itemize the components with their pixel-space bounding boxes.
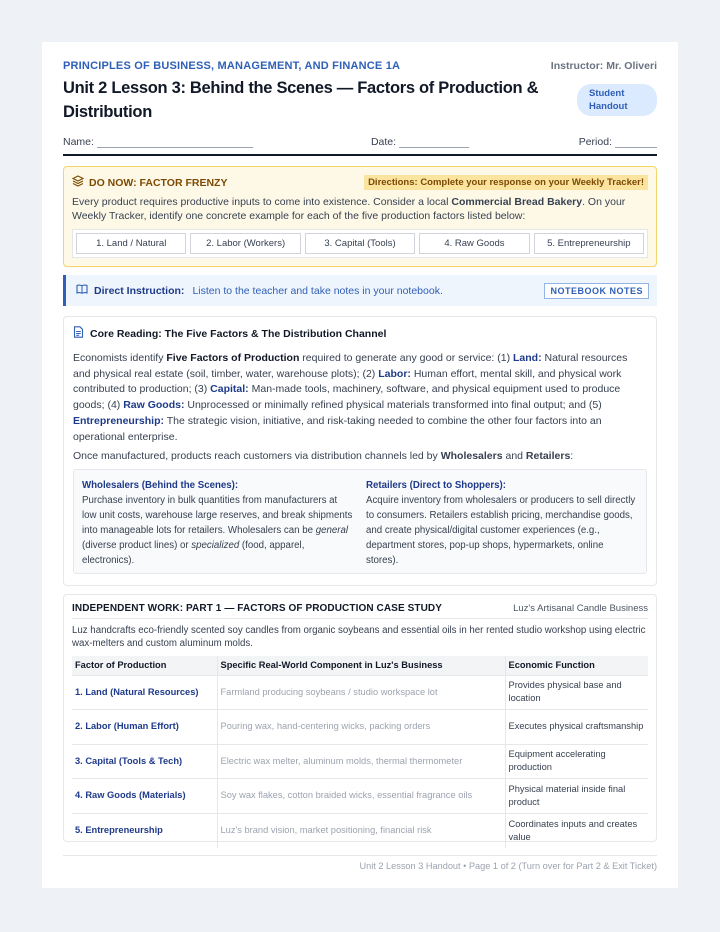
core-reading-title-text: Core Reading: The Five Factors & The Distribution Channel xyxy=(90,327,387,340)
factor-chip-raw-goods: 4. Raw Goods xyxy=(419,233,529,254)
direct-instruction-bar xyxy=(63,275,657,306)
col-header-factor: Factor of Production xyxy=(72,656,217,675)
term-capital: Capital: xyxy=(210,383,249,396)
layers-icon xyxy=(72,175,84,190)
row-factor: 3. Capital (Tools & Tech) xyxy=(72,744,217,779)
p1-lead: required to generate any good or service: (1) xyxy=(299,352,514,364)
independent-work-header xyxy=(72,603,648,619)
p2-retailers: Retailers xyxy=(525,450,571,463)
factor-list xyxy=(72,229,648,258)
row-factor: 1. Land (Natural Resources) xyxy=(72,675,217,710)
def-land: Natural resources and physical real estate (soil, timber, water, warehouse plots); (2) xyxy=(73,352,628,380)
retailers-column xyxy=(366,478,638,565)
notebook-notes-tag: NOTEBOOK NOTES xyxy=(544,283,649,299)
row-function: Provides physical base and location xyxy=(505,675,648,710)
book-icon xyxy=(76,283,88,298)
factor-chip-capital: 3. Capital (Tools) xyxy=(305,233,415,254)
row-example[interactable]: Electric wax melter, aluminum molds, thermal thermometer xyxy=(217,744,505,779)
row-function: Executes physical craftsmanship xyxy=(505,710,648,745)
row-factor: 4. Raw Goods (Materials) xyxy=(72,779,217,814)
factor-chip-labor: 2. Labor (Workers) xyxy=(190,233,300,254)
handout-page xyxy=(42,42,678,888)
directions-note: Directions: Complete your response on your Weekly Tracker! xyxy=(364,175,648,190)
core-reading-box xyxy=(63,316,657,586)
student-info-row xyxy=(63,136,657,156)
do-now-title-text: DO NOW: FACTOR FRENZY xyxy=(89,176,228,189)
row-factor: 5. Entrepreneurship xyxy=(72,813,217,848)
wholesalers-text-3: (food, apparel, electronics). xyxy=(82,540,305,567)
row-example[interactable]: Soy wax flakes, cotton braided wicks, essential fragrance oils xyxy=(217,779,505,814)
header-top-row xyxy=(63,60,657,72)
do-now-bakery: Commercial Bread Bakery xyxy=(451,196,583,208)
term-land: Land: xyxy=(513,352,542,364)
row-function: Coordinates inputs and creates value xyxy=(505,813,648,848)
wholesalers-text-2: (diverse product lines) or xyxy=(82,540,192,552)
case-study-subtitle: Luz's Artisanal Candle Business xyxy=(513,603,648,614)
p2-wholesalers: Wholesalers xyxy=(440,450,503,463)
wholesalers-column xyxy=(82,478,354,565)
wholesalers-text-1: Purchase inventory in bulk quantities from manufacturers at low unit costs, warehouse large reserves, and break shipments into manageable lots for retailers. Wholesalers can be xyxy=(82,495,353,537)
table-row xyxy=(72,779,648,814)
table-row xyxy=(72,710,648,745)
do-now-title xyxy=(72,175,227,190)
table-header-row xyxy=(72,656,648,675)
row-example[interactable]: Farmland producing soybeans / studio workspace lot xyxy=(217,675,505,710)
course-title: PRINCIPLES OF BUSINESS, MANAGEMENT, AND FINANCE 1A xyxy=(63,60,401,72)
p2-end: : xyxy=(570,450,574,463)
wholesalers-heading: Wholesalers (Behind the Scenes): xyxy=(82,480,239,492)
row-example[interactable]: Pouring wax, hand-centering wicks, packing orders xyxy=(217,710,505,745)
def-labor: Human effort, mental skill, and physical work contributed to production; (3) xyxy=(73,367,622,396)
instructor-name: Instructor: Mr. Oliveri xyxy=(550,60,657,72)
col-header-function: Economic Function xyxy=(505,656,648,675)
do-now-header xyxy=(72,175,648,190)
period-line xyxy=(615,147,657,148)
core-reading-paragraph-2 xyxy=(73,450,647,462)
do-now-prompt xyxy=(72,195,648,223)
core-reading-paragraph-1 xyxy=(73,351,647,445)
term-labor: Labor: xyxy=(378,367,411,380)
wholesalers-specialized: specialized xyxy=(191,540,240,552)
row-function: Physical material inside final product xyxy=(505,779,648,814)
p1-intro: Economists identify xyxy=(73,352,167,364)
def-raw-goods: Unprocessed or minimally refined physical materials transformed into final output; and (5) xyxy=(184,399,602,412)
def-capital: Man-made tools, machinery, software, and physical equipment used to produce goods; (4) xyxy=(73,383,621,412)
retailers-heading: Retailers (Direct to Shoppers): xyxy=(366,480,506,492)
period-label: Period: xyxy=(578,136,612,148)
name-label: Name: xyxy=(63,136,94,148)
col-header-component: Specific Real-World Component in Luz's Business xyxy=(217,656,505,675)
name-field[interactable] xyxy=(63,136,253,148)
row-example[interactable]: Luz's brand vision, market positioning, financial risk xyxy=(217,813,505,848)
factor-chip-land: 1. Land / Natural xyxy=(76,233,186,254)
row-factor: 2. Labor (Human Effort) xyxy=(72,710,217,745)
do-now-text-2: . On your Weekly Tracker, identify one concrete example for each of the five production factors listed below: xyxy=(72,196,626,222)
date-line xyxy=(399,147,469,148)
table-row xyxy=(72,675,648,710)
retailers-text: Acquire inventory from wholesalers or producers to sell directly to consumers. Retailers establish pricing, merchandise goods, and create physical/digital customer experiences (e.g., department stores, pop-up shops, hypermarkets, online stores). xyxy=(366,495,636,567)
table-row xyxy=(72,744,648,779)
term-raw-goods: Raw Goods: xyxy=(123,399,185,412)
p1-five-factors: Five Factors of Production xyxy=(166,352,300,364)
title-row xyxy=(63,76,657,124)
handout-badge: Student Handout xyxy=(577,84,657,116)
independent-work-title: INDEPENDENT WORK: PART 1 — FACTORS OF PRODUCTION CASE STUDY xyxy=(72,603,442,614)
p2-and: and xyxy=(502,450,526,463)
case-study-intro: Luz handcrafts eco-friendly scented soy candles from organic soybeans and essential oils in her rented studio workshop using electric wax-melters and custom aluminum molds. xyxy=(72,625,646,649)
do-now-text-1: Every product requires productive inputs to come into existence. Consider a local xyxy=(72,196,452,208)
wholesalers-general: general xyxy=(315,525,349,537)
date-label: Date: xyxy=(370,136,397,148)
do-now-box xyxy=(63,166,657,267)
factor-chip-entrepreneurship: 5. Entrepreneurship xyxy=(534,233,644,254)
distribution-channel-box xyxy=(73,469,647,574)
document-icon xyxy=(73,326,84,341)
p2-intro: Once manufactured, products reach customers via distribution channels led by xyxy=(73,450,441,463)
lesson-title: Unit 2 Lesson 3: Behind the Scenes — Factors of Production & Distribution xyxy=(63,79,539,121)
independent-work-box xyxy=(63,594,657,842)
page-footer: Unit 2 Lesson 3 Handout • Page 1 of 2 (Turn over for Part 2 & Exit Ticket) xyxy=(63,855,657,871)
direct-instruction-label: Direct Instruction: xyxy=(94,284,185,297)
date-field[interactable] xyxy=(371,136,469,148)
direct-instruction-text: Listen to the teacher and take notes in your notebook. xyxy=(192,284,443,297)
term-entrepreneurship: Entrepreneurship: xyxy=(73,414,165,427)
case-study-table xyxy=(72,656,648,848)
def-entrepreneurship: The strategic vision, initiative, and risk-taking needed to combine the other four factors into an operational enterprise. xyxy=(73,414,602,443)
row-function: Equipment accelerating production xyxy=(505,744,648,779)
name-line xyxy=(97,147,253,148)
period-field[interactable] xyxy=(579,136,657,148)
table-row xyxy=(72,813,648,848)
wholesalers-text xyxy=(82,493,354,568)
core-reading-title xyxy=(73,326,647,341)
